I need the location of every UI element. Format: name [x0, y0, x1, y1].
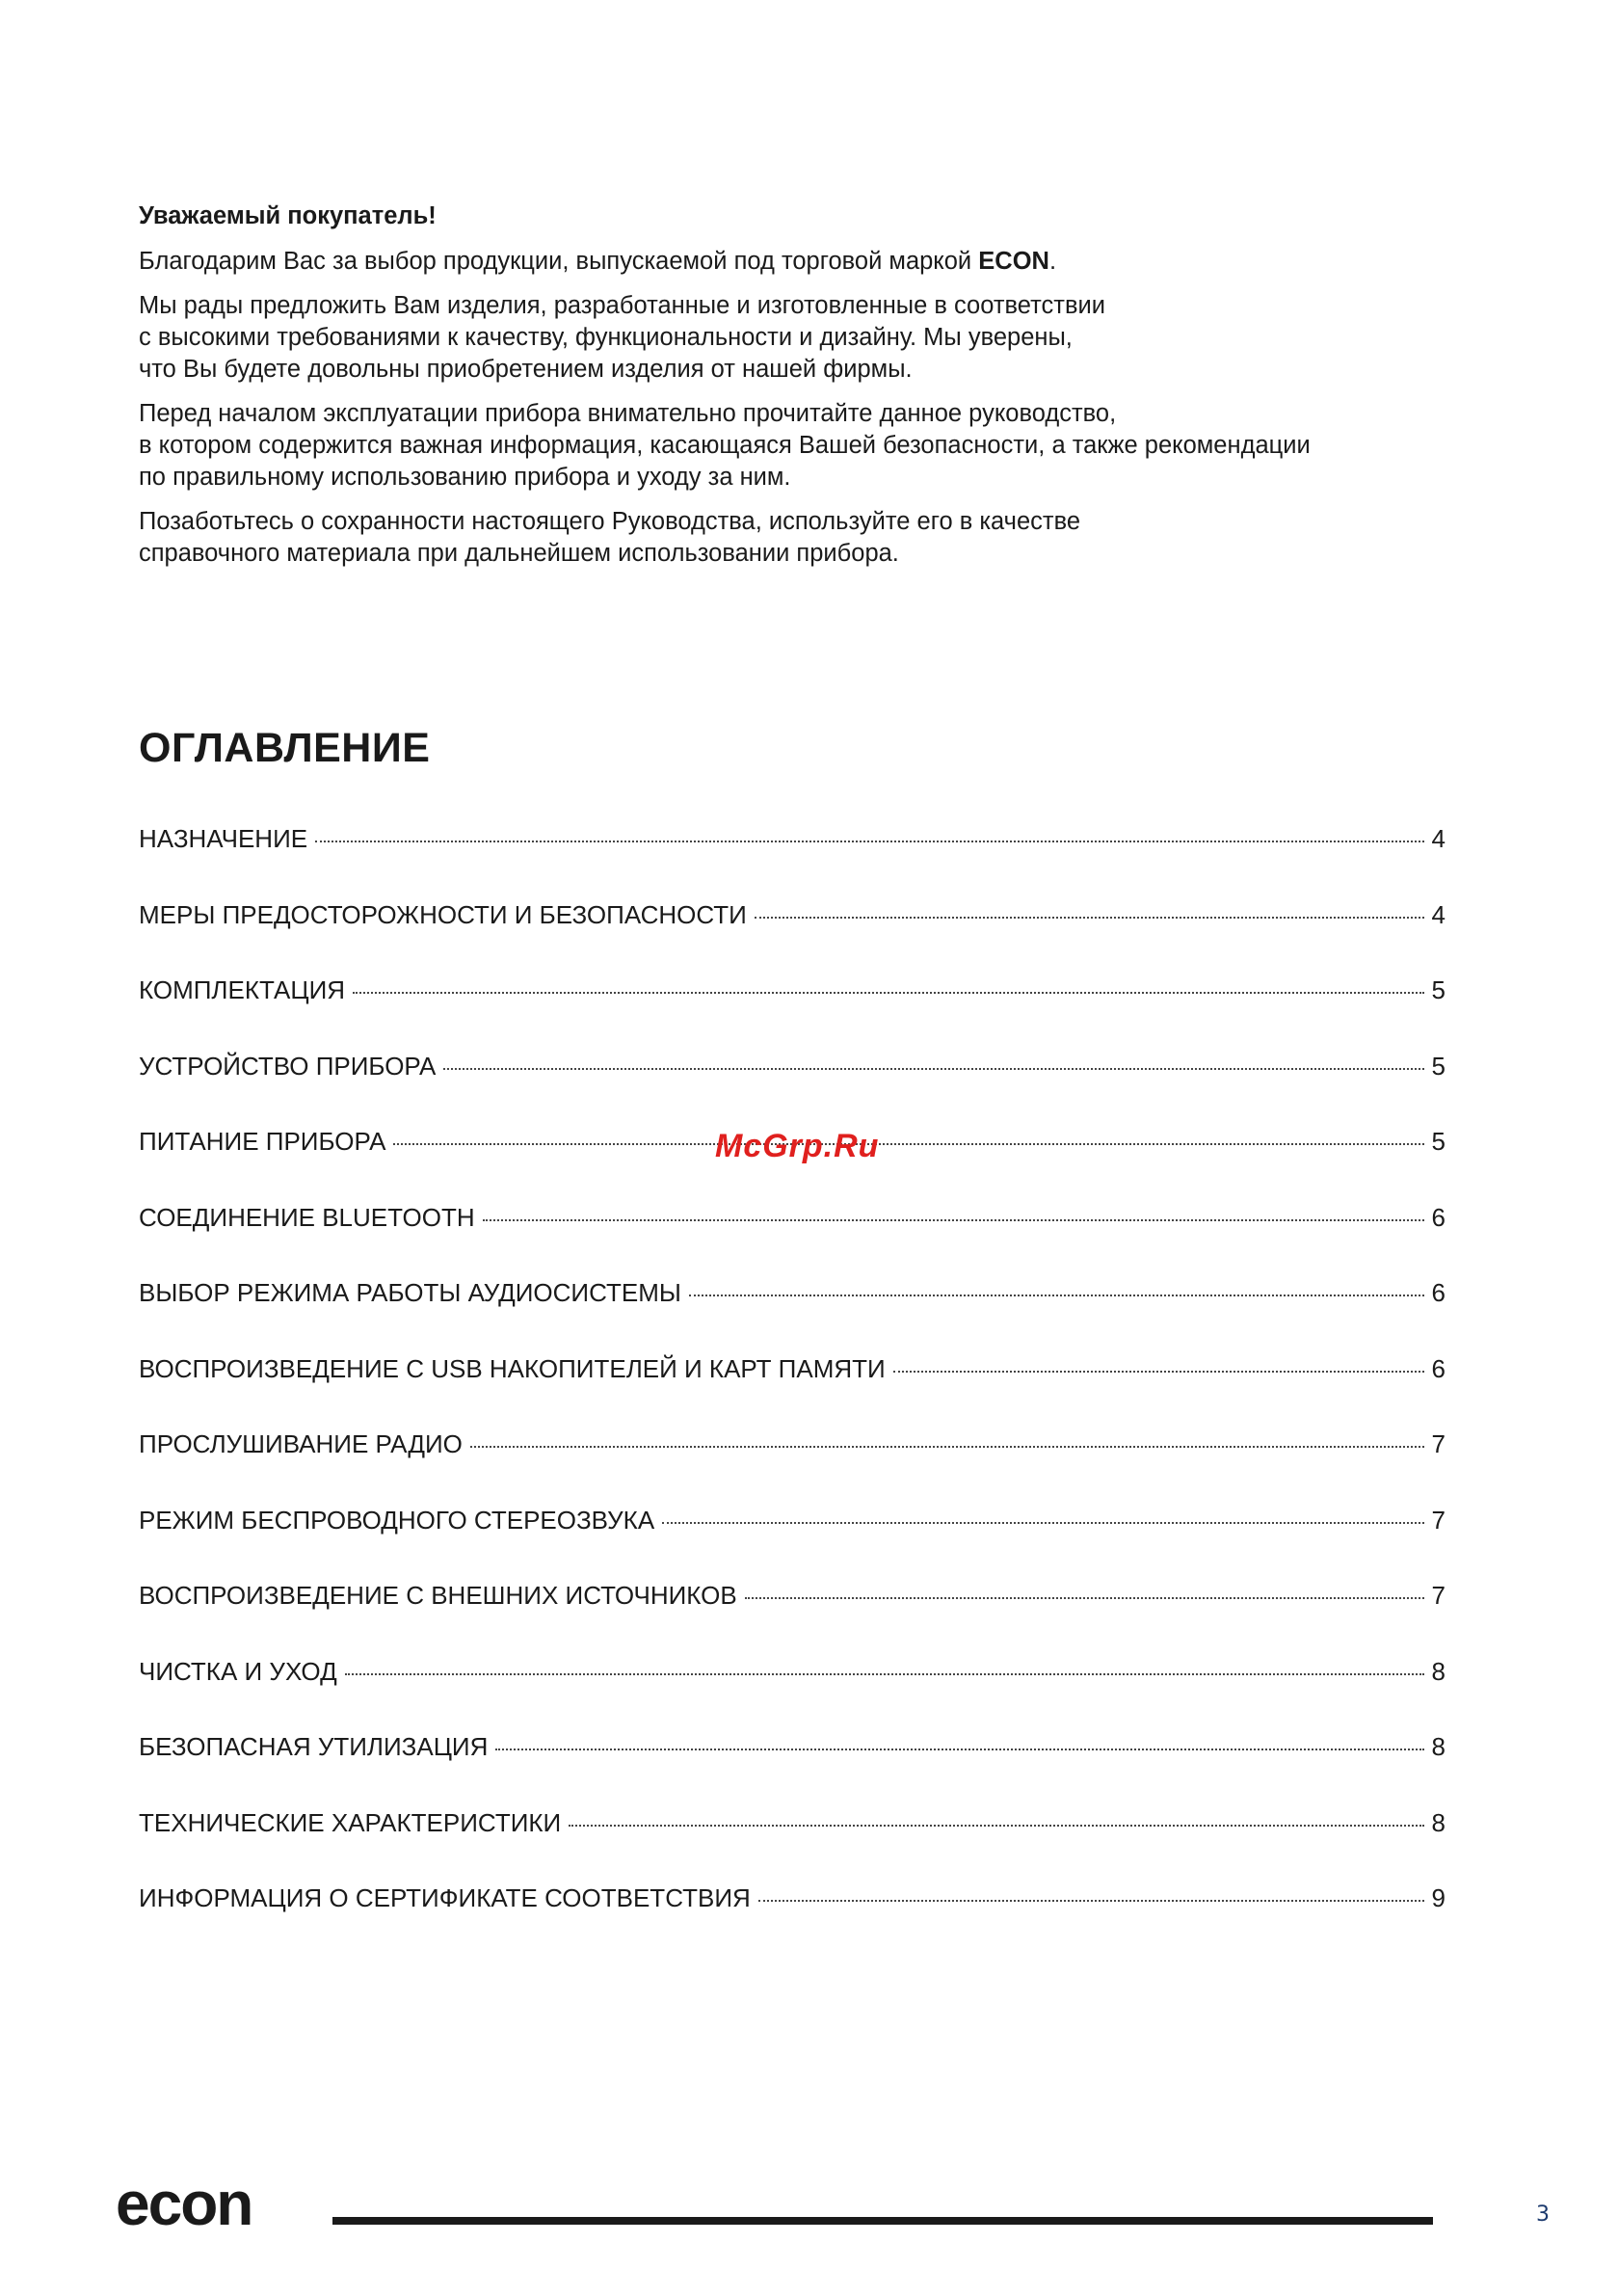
toc-entry-label: ВЫБОР РЕЖИМА РАБОТЫ АУДИОСИСТЕМЫ [139, 1278, 681, 1307]
toc-entry-page: 7 [1431, 1581, 1446, 1610]
toc-title: ОГЛАВЛЕНИЕ [139, 725, 431, 771]
toc-entry-label: УСТРОЙСТВО ПРИБОРА [139, 1051, 437, 1081]
toc-entry-page: 9 [1431, 1883, 1446, 1912]
page-number: 3 [1536, 2203, 1550, 2227]
toc-entry[interactable] [139, 1877, 1446, 1953]
toc-dot-leader [745, 1597, 1424, 1599]
econ-logo [116, 2176, 289, 2234]
toc-entry[interactable] [139, 1196, 1446, 1272]
toc-entry-page: 4 [1431, 824, 1446, 853]
brand-name: ECON [978, 248, 1049, 275]
toc-entry-label: ВОСПРОИЗВЕДЕНИЕ С USB НАКОПИТЕЛЕЙ И КАРТ ПАМЯТИ [139, 1353, 886, 1383]
watermark: McGrp.Ru [715, 1128, 880, 1164]
toc-dot-leader [345, 1673, 1424, 1675]
toc-entry[interactable] [139, 1271, 1446, 1348]
greeting: Уважаемый покупатель! [139, 202, 437, 229]
toc-entry-page: 7 [1431, 1429, 1446, 1458]
toc-entry[interactable] [139, 1499, 1446, 1575]
toc-entry-label: ПРОСЛУШИВАНИЕ РАДИО [139, 1429, 463, 1458]
intro-paragraph-1: Мы рады предложить Вам изделия, разработанные и изготовленные в соответствии с высокими требованиями к качеству, функциональности и дизайну. Мы уверены, что Вы будете довольны приобретением изделия от нашей фирмы. [139, 292, 1105, 383]
toc-entry-page: 8 [1431, 1656, 1446, 1686]
intro-section [139, 200, 1488, 582]
toc-dot-leader [393, 1143, 1423, 1145]
toc-entry[interactable] [139, 1045, 1446, 1121]
toc-entry-label: МЕРЫ ПРЕДОСТОРОЖНОСТИ И БЕЗОПАСНОСТИ [139, 899, 747, 929]
toc-entry-label: ИНФОРМАЦИЯ О СЕРТИФИКАТЕ СООТВЕТСТВИЯ [139, 1883, 751, 1912]
footer-divider [332, 2217, 1433, 2225]
toc-entry-label: НАЗНАЧЕНИЕ [139, 824, 308, 853]
toc-dot-leader [315, 841, 1423, 842]
intro-paragraph-3: Позаботьтесь о сохранности настоящего Руководства, используйте его в качестве справочного материала при дальнейшем использовании прибора. [139, 508, 1081, 567]
toc-entry-page: 5 [1431, 975, 1446, 1004]
toc-entry[interactable] [139, 969, 1446, 1045]
toc-entry-label: КОМПЛЕКТАЦИЯ [139, 975, 346, 1004]
intro-paragraph-2: Перед началом эксплуатации прибора внимательно прочитайте данное руководство, в котором содержится важная информация, касающаяся Вашей безопасности, а также рекомендации по правильному использованию прибора и уходу за ним. [139, 400, 1311, 491]
toc-entry-page: 8 [1431, 1732, 1446, 1761]
econ-logo-text: econ [116, 2176, 252, 2234]
toc-dot-leader [353, 992, 1424, 994]
toc-entry-label: ТЕХНИЧЕСКИЕ ХАРАКТЕРИСТИКИ [139, 1807, 562, 1837]
toc-entry[interactable] [139, 1423, 1446, 1499]
toc-entry-label: СОЕДИНЕНИЕ BLUETOOTH [139, 1202, 475, 1232]
toc-entry-label: РЕЖИМ БЕСПРОВОДНОГО СТЕРЕОЗВУКА [139, 1505, 655, 1535]
toc-entry[interactable] [139, 1725, 1446, 1802]
toc-entry-page: 7 [1431, 1505, 1446, 1535]
toc-entry[interactable] [139, 817, 1446, 894]
toc-entry[interactable] [139, 1574, 1446, 1650]
toc-dot-leader [758, 1900, 1424, 1902]
toc-dot-leader [755, 917, 1424, 919]
toc-dot-leader [470, 1446, 1424, 1448]
toc-dot-leader [662, 1522, 1423, 1524]
toc-entry-page: 6 [1431, 1353, 1446, 1383]
toc-entry-page: 6 [1431, 1278, 1446, 1307]
toc-dot-leader [495, 1749, 1423, 1750]
toc-entry-page: 8 [1431, 1807, 1446, 1837]
toc-entry-page: 5 [1431, 1051, 1446, 1081]
toc-dot-leader [893, 1371, 1424, 1373]
toc-entry-page: 4 [1431, 899, 1446, 929]
toc-entry-page: 5 [1431, 1127, 1446, 1156]
toc-dot-leader [569, 1825, 1423, 1827]
toc-entry[interactable] [139, 1802, 1446, 1878]
toc-entry[interactable] [139, 894, 1446, 970]
toc-entry-label: ВОСПРОИЗВЕДЕНИЕ С ВНЕШНИХ ИСТОЧНИКОВ [139, 1581, 737, 1610]
thanks-prefix: Благодарим Вас за выбор продукции, выпускаемой под торговой маркой [139, 248, 979, 275]
toc-dot-leader [689, 1295, 1424, 1296]
toc-entry[interactable] [139, 1650, 1446, 1726]
thanks-paragraph [139, 246, 1488, 278]
toc-entry-label: ЧИСТКА И УХОД [139, 1656, 337, 1686]
thanks-suffix: . [1048, 248, 1057, 275]
toc-entry-label: ПИТАНИЕ ПРИБОРА [139, 1127, 386, 1156]
toc-dot-leader [483, 1219, 1424, 1221]
toc-entry[interactable] [139, 1348, 1446, 1424]
toc-entry-page: 6 [1431, 1202, 1446, 1232]
table-of-contents [139, 817, 1446, 1953]
toc-dot-leader [443, 1068, 1423, 1070]
toc-entry-label: БЕЗОПАСНАЯ УТИЛИЗАЦИЯ [139, 1732, 489, 1761]
